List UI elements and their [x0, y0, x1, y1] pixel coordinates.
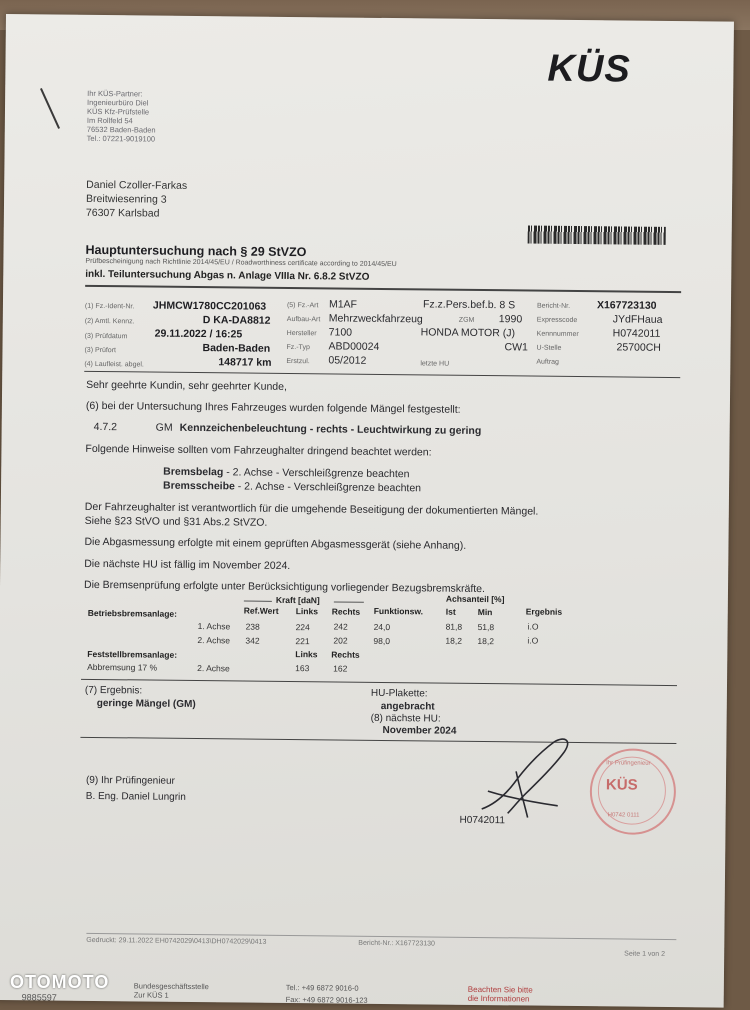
recipient-address: Daniel Czoller-Farkas Breitwiesenring 3 76307 Karlsbad [85, 178, 188, 220]
otomoto-watermark: OTOMOTO [10, 972, 110, 992]
fzz-value: Fz.z.Pers.bef.b. 8 S [422, 298, 516, 312]
defects-intro: (6) bei der Untersuchung Ihres Fahrzeuges wurden folgende Mängel festgestellt: [85, 399, 461, 416]
defect-type: GM [155, 421, 173, 434]
defect-text: Kennzeichenbeleuchtung - rechts - Leuchtwirkung zu gering [179, 421, 482, 437]
footer-page: Seite 1 von 2 [624, 950, 666, 958]
result-value: geringe Mängel (GM) [96, 697, 196, 711]
footer-number: 9885597 [21, 992, 57, 1003]
kennnummer-label: Kennnummer [536, 330, 579, 339]
zgm-label: ZGM [458, 316, 475, 324]
pen-mark [40, 88, 60, 129]
bericht-label: Bericht-Nr. [536, 302, 571, 310]
hersteller-value: 7100 [328, 326, 353, 339]
lauf-label: (4) Laufleist. abgel. [84, 360, 144, 369]
col-refwert: Ref.Wert [243, 605, 279, 616]
aufbau-value: Mehrzweckfahrzeug [328, 312, 423, 326]
betrieb-label: Betriebsbremsanlage: [87, 607, 178, 619]
divider [81, 679, 677, 686]
ort-value: Baden-Baden [202, 342, 271, 355]
datum-label: (3) Prüfdatum [84, 332, 128, 341]
plakette-label: HU-Plakette: [370, 687, 428, 700]
datum-value: 29.11.2022 / 16:25 [154, 327, 243, 341]
footer-fax: Fax: +49 6872 9016-123 [285, 994, 368, 1005]
express-value: JYdFHaua [612, 313, 663, 326]
footer-bericht: Bericht-Nr.: X167723130 [358, 939, 435, 948]
express-label: Expresscode [536, 316, 578, 324]
make-value: HONDA MOTOR (J) [420, 326, 516, 340]
fest-links: 163 [295, 663, 310, 674]
kennnummer-value: H0742011 [612, 327, 661, 340]
responsibility-text: Der Fahrzeughalter ist verantwortlich für die umgehende Beseitigung der dokumentierten Mängel. [84, 500, 539, 518]
hint-2: Bremsscheibe - 2. Achse - Verschleißgrenze beachten [163, 479, 422, 495]
signature [468, 731, 589, 822]
typ-value: ABD00024 [328, 340, 380, 353]
abgas-text: Die Abgasmessung erfolgte mit einem geprüften Abgasmessgerät (siehe Anhang). [84, 535, 467, 552]
hint-1: Bremsbelag - 2. Achse - Verschleißgrenze beachten [163, 465, 410, 481]
col-min: Min [477, 606, 493, 618]
kus-stamp: Ihr Prüfingenieur KÜS H0742 0111 [589, 748, 676, 835]
erstzul-label: Erstzul. [286, 357, 310, 366]
fest-rechts: 162 [333, 663, 348, 674]
engineer-label: (9) Ihr Prüfingenieur [85, 774, 175, 787]
ustelle-value: 25700CH [616, 341, 661, 354]
document-title: Hauptuntersuchung nach § 29 StVZO [85, 242, 307, 260]
ustelle-label: U-Stelle [536, 344, 562, 352]
line [244, 601, 272, 602]
ident-label: (1) Fz.-Ident-Nr. [84, 302, 135, 311]
divider [85, 285, 681, 293]
lauf-value: 148717 km [218, 356, 272, 369]
result-label: (7) Ergebnis: [84, 684, 143, 697]
fest-col-links: Links [295, 649, 318, 660]
col-links: Links [295, 606, 319, 617]
footer-note: Beachten Sie bitte die Informationen [467, 984, 533, 1004]
kennz-value: D KA-DA8812 [202, 314, 271, 327]
zgm-value: 1990 [498, 313, 523, 326]
defect-code: 4.7.2 [93, 420, 118, 434]
fest-col-rechts: Rechts [331, 649, 360, 660]
table-row: 1. Achse 238 224 242 24,0 81,8 51,8 i.O [197, 621, 539, 633]
inspection-certificate [0, 14, 734, 1008]
ort-label: (3) Prüfort [84, 346, 117, 355]
art-value: M1AF [328, 298, 358, 311]
next-hu-label: (8) nächste HU: [370, 712, 441, 725]
hersteller-label: Hersteller [286, 329, 317, 338]
kennz-label: (2) Amtl. Kennz. [84, 317, 135, 326]
next-hu-value: November 2024 [382, 724, 457, 737]
letzte-hu-label: letzte HU [420, 360, 450, 368]
next-hu-text: Die nächste HU ist fällig im November 2024. [84, 557, 291, 573]
table-row: 2. Achse 342 221 202 98,0 18,2 18,2 i.O [197, 635, 539, 647]
cw-value: CW1 [504, 341, 528, 354]
partner-block: Ihr KÜS-Partner: Ingenieurbüro Diel KÜS Kfz-Prüfstelle Im Rollfeld 54 76532 Baden-Baden Tel.: 07221-9019100 [86, 88, 156, 144]
footer-tel: Tel.: +49 6872 9016-0 [285, 982, 359, 993]
kraft-label: Kraft [daN] [275, 594, 320, 606]
typ-label: Fz.-Typ [286, 343, 310, 352]
kus-logo: KÜS [547, 47, 631, 91]
responsibility-ref: Siehe §23 StVO und §31 Abs.2 StVZO. [84, 514, 268, 529]
col-ist: Ist [445, 606, 456, 617]
brake-intro: Die Bremsenprüfung erfolgte unter Berücksichtigung vorliegender Bezugsbremskräfte. [83, 578, 486, 596]
engineer-name: B. Eng. Daniel Lungrin [85, 790, 186, 803]
ident-value: JHMCW1780CC201063 [152, 299, 267, 313]
aufbau-label: Aufbau-Art [286, 315, 321, 324]
bericht-value: X167723130 [596, 299, 657, 312]
col-funktionsw: Funktionsw. [373, 605, 424, 617]
line [334, 601, 364, 602]
engineer-id: H0742011 [459, 814, 506, 827]
fest-label: Feststellbremsanlage: [87, 648, 178, 660]
art-label: (5) Fz.-Art [286, 301, 319, 310]
col-ergebnis: Ergebnis [525, 606, 563, 617]
greeting: Sehr geehrte Kundin, sehr geehrter Kunde, [86, 378, 287, 393]
plakette-value: angebracht [380, 700, 435, 713]
footer-printed: Gedruckt: 29.11.2022 EH0742029\0413\DH0742029\0413 [86, 936, 267, 946]
hints-intro: Folgende Hinweise sollten vom Fahrzeughalter dringend beachtet werden: [85, 442, 432, 459]
divider [84, 371, 680, 378]
document-subtitle-2: inkl. Teiluntersuchung Abgas n. Anlage VIIIa Nr. 6.8.2 StVZO [85, 268, 370, 283]
document-subtitle: Prüfbescheinigung nach Richtlinie 2014/45/EU / Roadworthiness certificate according to 2014/45/EU [85, 257, 397, 269]
fest-axle: 2. Achse [197, 663, 230, 674]
abbremsung: Abbremsung 17 % [87, 661, 158, 673]
barcode [528, 225, 666, 244]
erstzul-value: 05/2012 [328, 354, 367, 367]
footer-office: Bundesgeschäftsstelle Zur KÜS 1 [133, 981, 209, 1000]
achsanteil-label: Achsanteil [%] [445, 593, 505, 605]
auftrag-label: Auftrag [536, 358, 559, 366]
col-rechts: Rechts [331, 606, 361, 617]
